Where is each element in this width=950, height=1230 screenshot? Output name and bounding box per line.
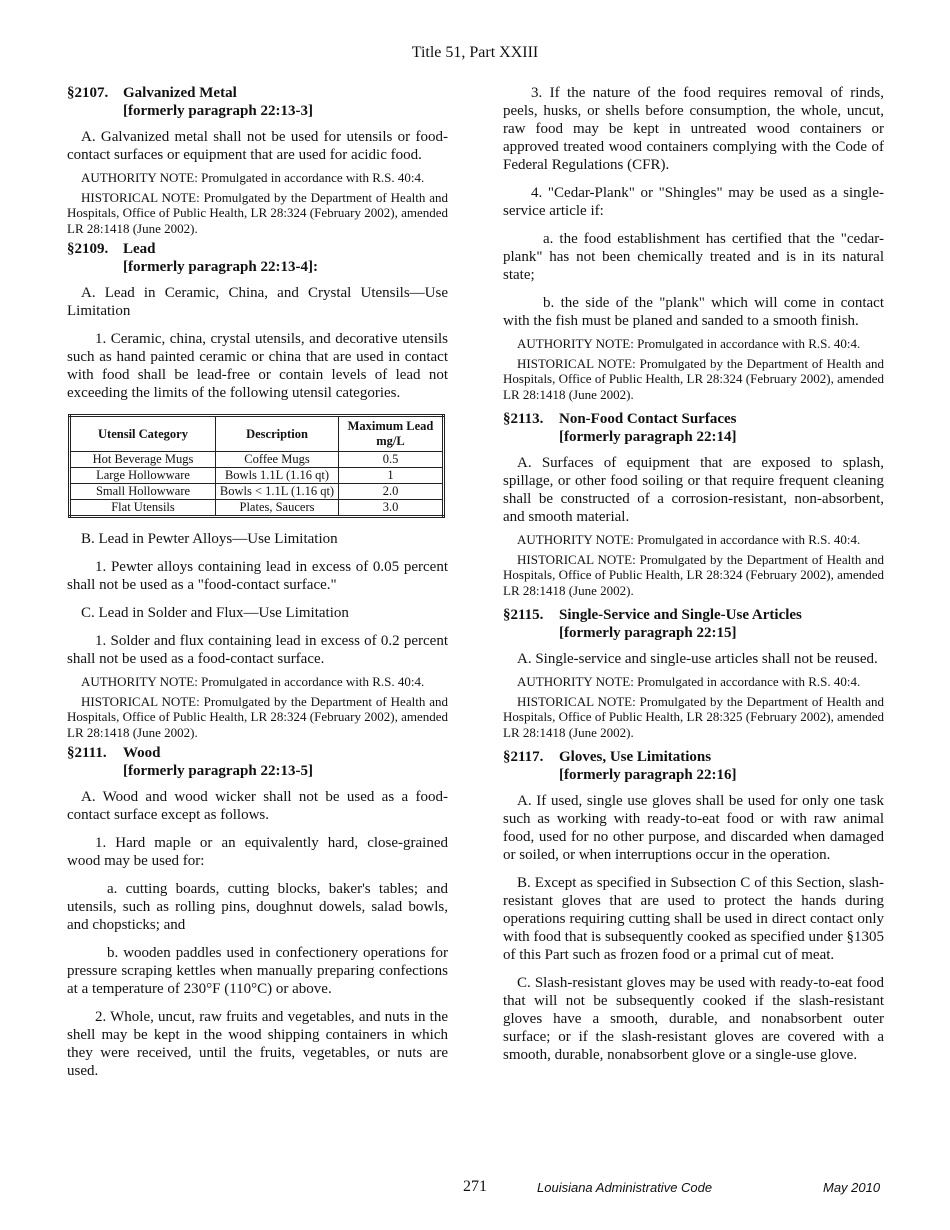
section-heading-2107 — [67, 84, 448, 120]
left-column — [67, 84, 448, 1080]
authority-note: AUTHORITY NOTE: Promulgated in accordance with R.S. 40:4. — [517, 674, 861, 689]
section-title: Galvanized Metal — [123, 85, 237, 101]
table-cell: 0.5 — [339, 452, 444, 468]
table-cell: Large Hollowware — [70, 468, 216, 484]
table-cell: Flat Utensils — [70, 500, 216, 517]
paragraph: 1. Ceramic, china, crystal utensils, and decorative utensils such as hand painted ceramic or china that are used in contact with food shall be lead-free or contain levels of lead not exceeding the limits of the following utensil categories. — [67, 331, 448, 401]
historical-note: HISTORICAL NOTE: Promulgated by the Department of Health and Hospitals, Office of Public Health, LR 28:325 (February 2002), amended LR 28:1418 (June 2002). — [503, 693, 885, 740]
table-row — [70, 468, 444, 484]
table-cell: Coffee Mugs — [216, 452, 339, 468]
historical-note: HISTORICAL NOTE: Promulgated by the Department of Health and Hospitals, Office of Public Health, LR 28:324 (February 2002), amended LR 28:1418 (June 2002). — [503, 551, 885, 598]
section-title: Non-Food Contact Surfaces — [559, 411, 737, 427]
table-cell: Plates, Saucers — [216, 500, 339, 517]
table-cell: 2.0 — [339, 484, 444, 500]
authority-note: AUTHORITY NOTE: Promulgated in accordance with R.S. 40:4. — [81, 674, 425, 689]
table-cell: 1 — [339, 468, 444, 484]
section-heading-2115 — [503, 606, 884, 642]
historical-note: HISTORICAL NOTE: Promulgated by the Department of Health and Hospitals, Office of Public Health, LR 28:324 (February 2002), amended LR 28:1418 (June 2002). — [67, 693, 449, 740]
section-number: §2117. — [503, 749, 544, 765]
paragraph: 1. Solder and flux containing lead in excess of 0.2 percent shall not be used as a food-contact surface. — [67, 633, 448, 667]
column-header: Description — [216, 416, 339, 452]
paragraph: C. Slash-resistant gloves may be used with ready-to-eat food that will not be subsequently cooked if the slash-resistant gloves have a smooth, durable, and nonabsorbent outer surface; or if the slash-resistant gloves are covered with a smooth, durable, nonabsorbent glove or a single-use glove. — [503, 975, 884, 1063]
table-row — [70, 500, 444, 517]
paragraph: B. Except as specified in Subsection C of this Section, slash-resistant gloves that are used to protect the hands during operations requiring cutting shall be used in direct contact only with food that is subsequently cooked as specified under §1305 of this Part such as frozen food or a primal cut of meat. — [503, 875, 884, 963]
section-heading-2113 — [503, 410, 884, 446]
section-number: §2115. — [503, 607, 544, 623]
paragraph: A. If used, single use gloves shall be used for only one task such as working with ready-to-eat food or with raw animal food, used for no other purpose, and discarded when damaged or soiled, or when interruptions occur in the operation. — [503, 793, 884, 863]
table-row — [70, 484, 444, 500]
section-former: [formerly paragraph 22:16] — [559, 767, 737, 783]
section-number: §2111. — [67, 745, 107, 761]
paragraph: 1. Hard maple or an equivalently hard, close-grained wood may be used for: — [67, 835, 448, 869]
paragraph: a. the food establishment has certified that the "cedar-plank" has not been chemically treated and is in its natural state; — [503, 231, 884, 283]
column-header: Utensil Category — [70, 416, 216, 452]
section-title: Wood — [123, 745, 161, 761]
section-former: [formerly paragraph 22:15] — [559, 625, 737, 641]
paragraph: B. Lead in Pewter Alloys―Use Limitation — [81, 531, 338, 547]
page-header: Title 51, Part XXIII — [411, 44, 539, 61]
page-footer — [0, 1178, 950, 1198]
section-title: Single-Service and Single-Use Articles — [559, 607, 802, 623]
paragraph: a. cutting boards, cutting blocks, baker's tables; and utensils, such as rolling pins, doughnut dowels, salad bowls, and chopsticks; and — [67, 881, 448, 933]
section-number: §2113. — [503, 411, 544, 427]
paragraph: A. Wood and wood wicker shall not be used as a food-contact surface except as follows. — [67, 789, 448, 823]
authority-note: AUTHORITY NOTE: Promulgated in accordance with R.S. 40:4. — [517, 336, 861, 351]
section-title: Gloves, Use Limitations — [559, 749, 712, 765]
section-heading-2111 — [67, 744, 448, 780]
paragraph: A. Galvanized metal shall not be used for utensils or food-contact surfaces or equipment that are used for acidic food. — [67, 129, 448, 163]
table-cell: Bowls < 1.1L (1.16 qt) — [216, 484, 339, 500]
section-number: §2109. — [67, 241, 109, 257]
paragraph: 3. If the nature of the food requires removal of rinds, peels, husks, or shells before consumption, the whole, uncut, raw food may be kept in untreated wood containers or approved treated wood containers complying with the Code of Federal Regulations (CFR). — [503, 85, 884, 173]
column-header: Maximum Lead mg/L — [339, 416, 444, 452]
lead-limits-table — [68, 414, 445, 518]
historical-note: HISTORICAL NOTE: Promulgated by the Department of Health and Hospitals, Office of Public Health, LR 28:324 (February 2002), amended LR 28:1418 (June 2002). — [503, 355, 885, 402]
paragraph: 4. "Cedar-Plank" or "Shingles" may be used as a single-service article if: — [503, 185, 884, 219]
section-former: [formerly paragraph 22:14] — [559, 429, 737, 445]
section-former: [formerly paragraph 22:13-4]: — [123, 259, 318, 275]
table-cell: Bowls 1.1L (1.16 qt) — [216, 468, 339, 484]
paragraph: b. wooden paddles used in confectionery operations for pressure scraping kettles when manually preparing confections at a temperature of 230°F (110°C) or above. — [67, 945, 448, 997]
paragraph: C. Lead in Solder and Flux―Use Limitation — [81, 605, 349, 621]
paragraph: A. Surfaces of equipment that are exposed to splash, spillage, or other food soiling or that require frequent cleaning shall be constructed of a corrosion-resistant, non-absorbent, and smooth material. — [503, 455, 884, 525]
paragraph: 2. Whole, uncut, raw fruits and vegetables, and nuts in the shell may be kept in the wood shipping containers in which they were received, until the fruits, vegetables, or nuts are used. — [67, 1009, 448, 1079]
table-cell: Small Hollowware — [70, 484, 216, 500]
section-former: [formerly paragraph 22:13-5] — [123, 763, 313, 779]
section-title: Lead — [123, 241, 156, 257]
section-former: [formerly paragraph 22:13-3] — [123, 103, 313, 119]
table-cell: 3.0 — [339, 500, 444, 517]
section-number: §2107. — [67, 85, 109, 101]
historical-note: HISTORICAL NOTE: Promulgated by the Department of Health and Hospitals, Office of Public Health, LR 28:324 (February 2002), amended LR 28:1418 (June 2002). — [67, 189, 449, 236]
paragraph: 1. Pewter alloys containing lead in excess of 0.05 percent shall not be used as a "food-contact surface." — [67, 559, 448, 593]
page-number: 271 — [463, 1178, 487, 1195]
paragraph: A. Lead in Ceramic, China, and Crystal Utensils―Use Limitation — [67, 285, 448, 319]
section-heading-2109 — [67, 240, 448, 276]
paragraph: A. Single-service and single-use articles shall not be reused. — [517, 651, 878, 667]
table-row — [70, 452, 444, 468]
publication-name: Louisiana Administrative Code — [537, 1180, 713, 1195]
table-cell: Hot Beverage Mugs — [70, 452, 216, 468]
authority-note: AUTHORITY NOTE: Promulgated in accordance with R.S. 40:4. — [81, 170, 425, 185]
publication-date: May 2010 — [823, 1180, 881, 1195]
paragraph: b. the side of the "plank" which will come in contact with the fish must be planed and sanded to a smooth finish. — [503, 295, 884, 329]
section-heading-2117 — [503, 748, 884, 784]
authority-note: AUTHORITY NOTE: Promulgated in accordance with R.S. 40:4. — [517, 532, 861, 547]
table-header-row — [70, 416, 444, 452]
right-column — [503, 84, 884, 1064]
